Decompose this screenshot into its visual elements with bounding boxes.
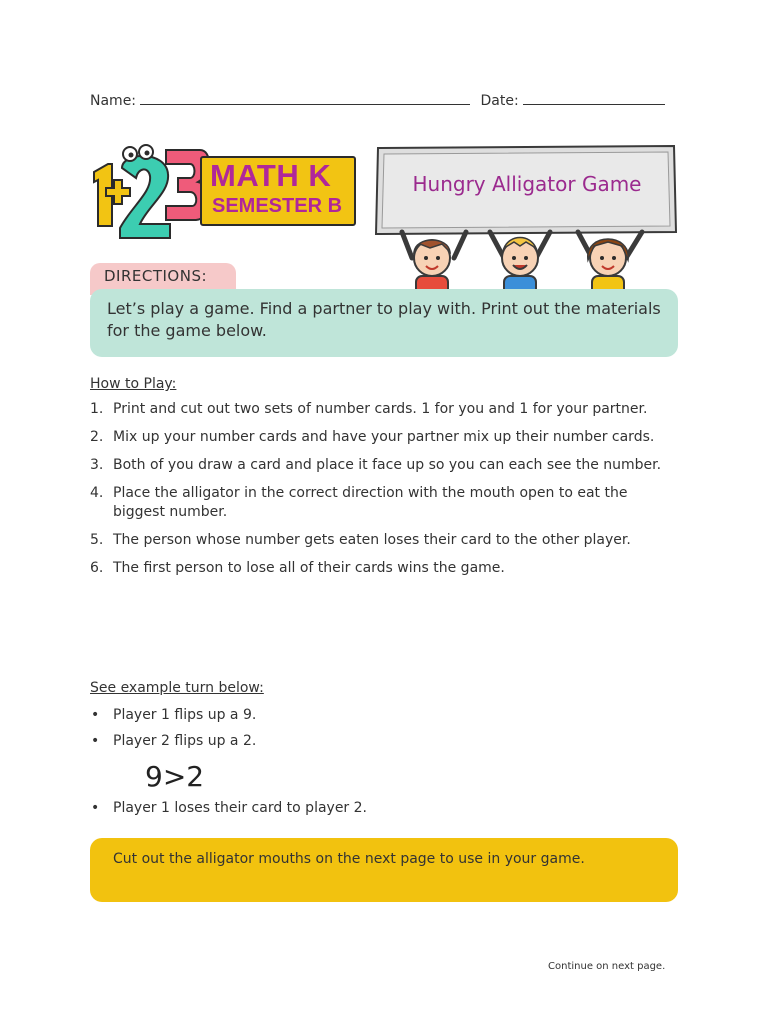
directions-label: DIRECTIONS: (104, 267, 208, 285)
step-item: 3. Both of you draw a card and place it face up so you can each see the number. (90, 457, 662, 473)
name-blank[interactable] (140, 92, 470, 105)
footer-text: Continue on next page. (548, 961, 666, 972)
logo-title: MATH K (210, 158, 332, 193)
game-title: Hungry Alligator Game (412, 172, 642, 196)
name-label: Name: (90, 93, 137, 109)
example-bullet: • Player 1 loses their card to player 2. (90, 799, 682, 818)
step-item: 6. The first person to lose all of their cards wins the game. (90, 560, 505, 576)
example-title: See example turn below: (90, 680, 264, 696)
step-item: 1. Print and cut out two sets of number cards. 1 for you and 1 for your partner. (90, 401, 648, 417)
note-text: Cut out the alligator mouths on the next page to use in your game. (113, 851, 585, 867)
directions-text: Let’s play a game. Find a partner to play with. Print out the materials for the game below. (107, 299, 661, 340)
kids-sign-illustration (370, 140, 682, 300)
how-to-play-steps (90, 400, 682, 578)
example-bullets (90, 706, 682, 751)
example-bullet: • Player 2 flips up a 2. (90, 732, 682, 751)
step-item: 2. Mix up your number cards and have your partner mix up their number cards. (90, 429, 655, 445)
header-line (90, 92, 682, 109)
step-item: 4. Place the alligator in the correct direction with the mouth open to eat the biggest number. (90, 485, 628, 520)
example-equation: 9>2 (145, 760, 205, 793)
example-bullet: • Player 1 flips up a 9. (90, 706, 682, 725)
example-result (90, 799, 682, 818)
date-blank[interactable] (523, 92, 665, 105)
date-label: Date: (480, 93, 519, 109)
logo-subtitle: SEMESTER B (212, 195, 343, 217)
how-to-play-title: How to Play: (90, 376, 177, 392)
note-box (90, 838, 678, 902)
step-item: 5. The person whose number gets eaten loses their card to the other player. (90, 532, 631, 548)
